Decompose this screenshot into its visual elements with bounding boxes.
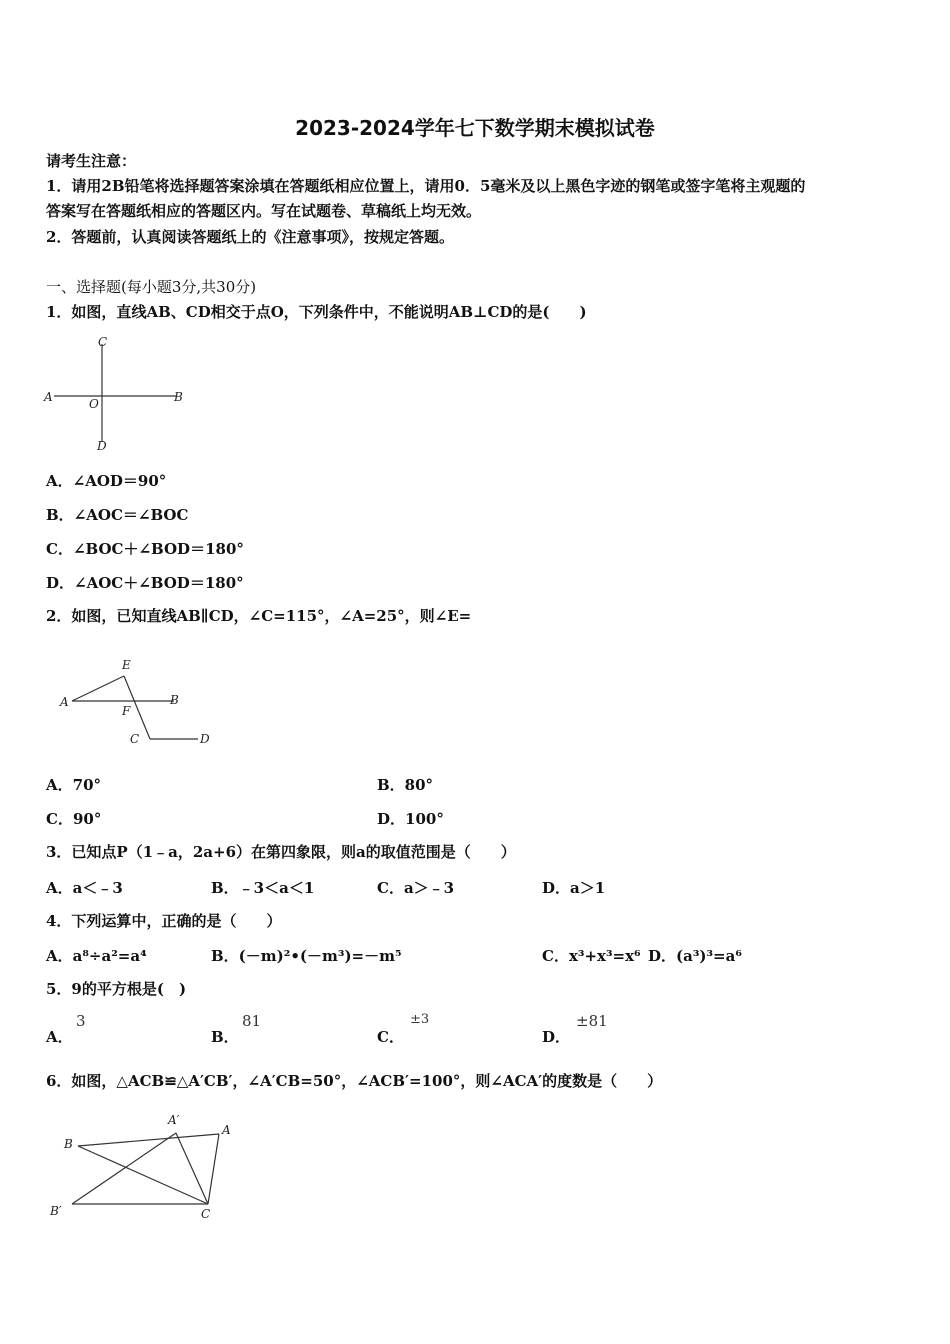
notice-item-1-line-1: 1．请用2B铅笔将选择题答案涂填在答题纸相应位置上，请用0．5毫米及以上黑色字迹的钢笔或签字笔将主观题的 [46,177,806,195]
label-b-prime: B′ [50,1204,62,1218]
q2-option-c: C．90° [46,810,102,828]
q3-option-d: D．a＞1 [542,879,606,897]
q5-option-d-letter: D． [542,1028,571,1046]
page-title: 2023-2024学年七下数学期末模拟试卷 [295,116,655,140]
label-a: A [222,1123,231,1137]
question-5-stem: 5．9的平方根是( ) [46,980,187,998]
label-f: F [122,704,131,718]
q4-option-b: B．(－m)²•(－m³)=－m⁵ [211,947,402,965]
segment-b-prime-a-prime [72,1133,176,1204]
q4-option-a: A．a⁸÷a²=a⁴ [46,947,147,965]
segment-ae [72,676,124,701]
q3-option-a: A．a＜﹣3 [46,879,123,897]
q3-option-c: C．a＞﹣3 [377,879,455,897]
q4-option-d: D．(a³)³=a⁶ [648,947,742,965]
q1-figure [40,334,190,456]
label-a: A [60,695,69,709]
segment-ac [208,1134,219,1204]
label-c: C [98,335,108,349]
q1-option-d: D．∠AOC＋∠BOD＝180° [46,574,244,592]
segment-bc [78,1146,208,1204]
question-6-stem: 6．如图，△ACB≌△A′CB′，∠A′CB=50°，∠ACB′=100°，则∠ACA′的度数是（ ） [46,1072,663,1090]
q6-figure [44,1106,244,1226]
question-2-stem: 2．如图，已知直线AB∥CD，∠C=115°，∠A=25°，则∠E= [46,607,472,625]
question-4-stem: 4．下列运算中，正确的是（ ） [46,912,282,930]
q4-option-c: C．x³+x³=x⁶ [542,947,641,965]
q5-option-a-value: 3 [76,1012,86,1030]
q5-option-b-value: 81 [242,1012,262,1030]
q5-option-a-letter: A． [46,1028,73,1046]
label-b: B [174,390,183,404]
q5-option-b-letter: B． [211,1028,239,1046]
label-d: D [97,439,107,453]
segment-ba [78,1134,219,1146]
q1-option-c: C．∠BOC＋∠BOD＝180° [46,540,244,558]
label-o: O [89,397,99,411]
notice-item-1-line-2: 答案写在答题纸相应的答题区内。写在试题卷、草稿纸上均无效。 [46,202,482,220]
label-b: B [64,1137,73,1151]
label-d: D [200,732,210,746]
label-e: E [122,658,131,672]
q1-option-a: A．∠AOD＝90° [46,472,167,490]
q5-option-c-value: ±3 [410,1012,430,1027]
label-a: A [44,390,53,404]
label-a-prime: A′ [168,1113,180,1127]
q5-option-c-letter: C． [377,1028,404,1046]
q5-option-d-value: ±81 [576,1012,608,1030]
section-heading: 一、选择题(每小题3分,共30分) [46,278,257,296]
notice-item-2: 2．答题前，认真阅读答题纸上的《注意事项》，按规定答题。 [46,228,454,246]
question-3-stem: 3．已知点P（1﹣a，2a+6）在第四象限，则a的取值范围是（ ） [46,843,516,861]
q3-option-b: B．﹣3＜a＜1 [211,879,315,897]
q2-option-d: D．100° [377,810,444,828]
label-c: C [130,732,140,746]
question-1-stem: 1．如图，直线AB、CD相交于点O，下列条件中，不能说明AB⊥CD的是( ) [46,303,587,321]
notice-heading: 请考生注意： [46,152,137,170]
q2-figure [50,652,220,752]
q2-option-b: B．80° [377,776,434,794]
q2-option-a: A．70° [46,776,102,794]
label-c: C [201,1207,211,1221]
q1-option-b: B．∠AOC＝∠BOC [46,506,189,524]
segment-a-prime-c [176,1133,208,1204]
label-b: B [170,693,179,707]
